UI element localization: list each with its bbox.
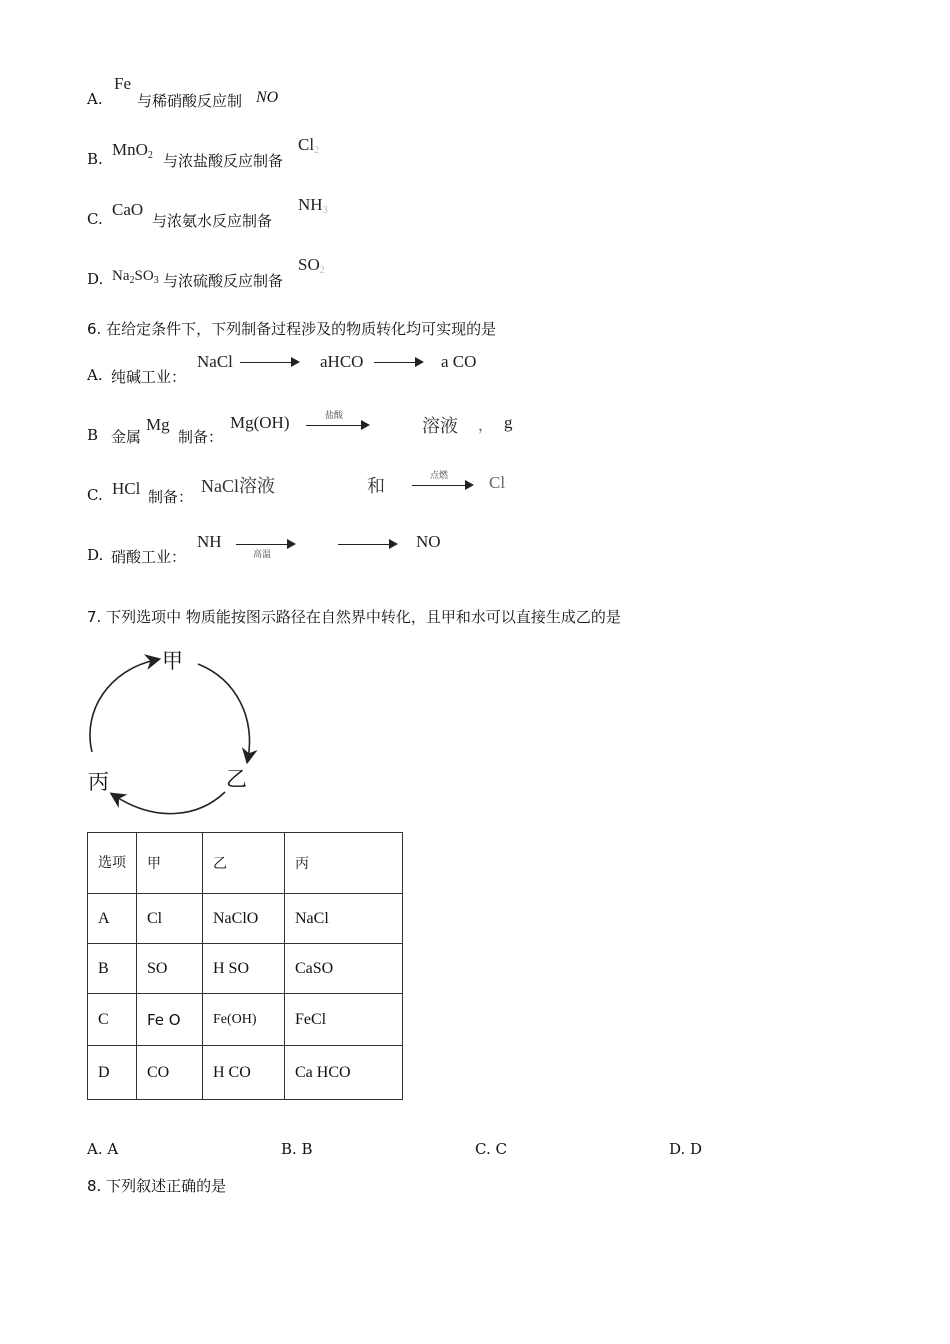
arrow-jia-to-yi (198, 664, 250, 758)
q8-stem: 8. 下列叙述正确的是 (87, 1177, 227, 1195)
header-cell: 乙 (203, 833, 285, 894)
table-header-row (88, 833, 403, 894)
table-row (88, 1046, 403, 1100)
table-cell: CO (137, 1046, 203, 1100)
arrow-yi-to-bing (115, 792, 225, 814)
substance: NO (416, 532, 441, 551)
option-text: 与稀硝酸反应制 (137, 92, 243, 110)
q7-stem: 7. 下列选项中 物质能按图示路径在自然界中转化，且甲和水可以直接生成乙的是 (87, 608, 621, 626)
table-cell: Fe(OH) (203, 994, 285, 1046)
answer-choice-a: A. A (87, 1140, 119, 1158)
header-cell: 选项 (88, 833, 137, 894)
table-cell: CaSO (285, 944, 403, 994)
separator-comma: ， (478, 416, 494, 434)
reaction-arrow (338, 535, 398, 555)
substance: NH (197, 532, 222, 551)
target-substance: Mg (146, 415, 170, 434)
substance: a CO (441, 352, 477, 371)
table-cell: D (88, 1046, 137, 1100)
reaction-condition: 点燃 (429, 471, 448, 481)
option-label: B (87, 426, 99, 444)
reagent: MnO$_2$ (112, 140, 153, 161)
table-cell: C (88, 994, 137, 1046)
q6-stem: 6. 在给定条件下，下列制备过程涉及的物质转化均可实现的是 (87, 320, 497, 338)
cycle-label-bing: 丙 (88, 770, 109, 794)
table-cell: Ca HCO (285, 1046, 403, 1100)
substance: g (504, 413, 513, 432)
option-text: 与浓硫酸反应制备 (163, 272, 284, 290)
option-label: A. (87, 90, 103, 108)
header-cell: 甲 (137, 833, 203, 894)
reaction-arrow (374, 353, 424, 373)
table-row (88, 894, 403, 944)
table-cell: H SO (203, 944, 285, 994)
option-label: C. (87, 210, 103, 228)
product: $SO_2$ (298, 255, 325, 276)
option-label: B. (87, 150, 103, 168)
substance: 和 (367, 476, 385, 497)
answer-choice-b: B. B (281, 1140, 313, 1158)
option-label: A. (87, 366, 103, 384)
option-text: 与浓盐酸反应制备 (163, 152, 284, 170)
table-cell: A (88, 894, 137, 944)
reaction-arrow (240, 353, 300, 373)
option-name: 金属 (111, 428, 142, 446)
cycle-label-yi: 乙 (226, 767, 247, 791)
reagent: Fe (114, 74, 131, 93)
substance: aHCO (320, 352, 364, 371)
option-name: 制备： (148, 488, 194, 506)
table-cell: H CO (203, 1046, 285, 1100)
table-cell: FeCl (285, 994, 403, 1046)
target-substance: HCl (112, 479, 141, 498)
reaction-condition: 盐酸 (324, 411, 343, 421)
substance: NaCl (197, 352, 233, 371)
reagent: CaO (112, 200, 144, 219)
substance: 溶液 (422, 416, 458, 437)
table-cell: B (88, 944, 137, 994)
answer-choice-c: C. C (475, 1140, 507, 1158)
table-row (88, 994, 403, 1046)
table-cell: Fe O (137, 994, 203, 1046)
substance: Cl (489, 473, 506, 492)
table-cell: NaClO (203, 894, 285, 944)
reagent: $Na_2SO_3$ (112, 268, 159, 286)
reaction-arrow (412, 471, 474, 496)
option-text: 与浓氨水反应制备 (152, 212, 273, 230)
option-label: D. (87, 546, 104, 564)
q7-options-table (87, 832, 403, 1100)
table-cell: NaCl (285, 894, 403, 944)
product: NO (256, 89, 279, 106)
substance: NaCl溶液 (201, 476, 275, 496)
reaction-arrow (306, 411, 370, 436)
product: $Cl_2$ (298, 135, 320, 156)
option-name: 制备： (178, 428, 224, 446)
table-row (88, 944, 403, 994)
product: $NH_3$ (298, 195, 328, 216)
header-cell: 丙 (285, 833, 403, 894)
cycle-label-jia: 甲 (162, 649, 183, 673)
answer-choice-d: D. D (669, 1140, 703, 1158)
option-name: 硝酸工业： (111, 548, 187, 566)
reaction-condition: 高温 (252, 550, 271, 560)
option-label: C. (87, 486, 103, 504)
table-cell: SO (137, 944, 203, 994)
option-label: D. (87, 270, 104, 288)
arrow-bing-to-jia (90, 660, 155, 752)
option-name: 纯碱工业： (111, 368, 187, 386)
reaction-arrow (236, 535, 296, 560)
table-cell: Cl (137, 894, 203, 944)
substance: Mg(OH) (230, 413, 290, 432)
